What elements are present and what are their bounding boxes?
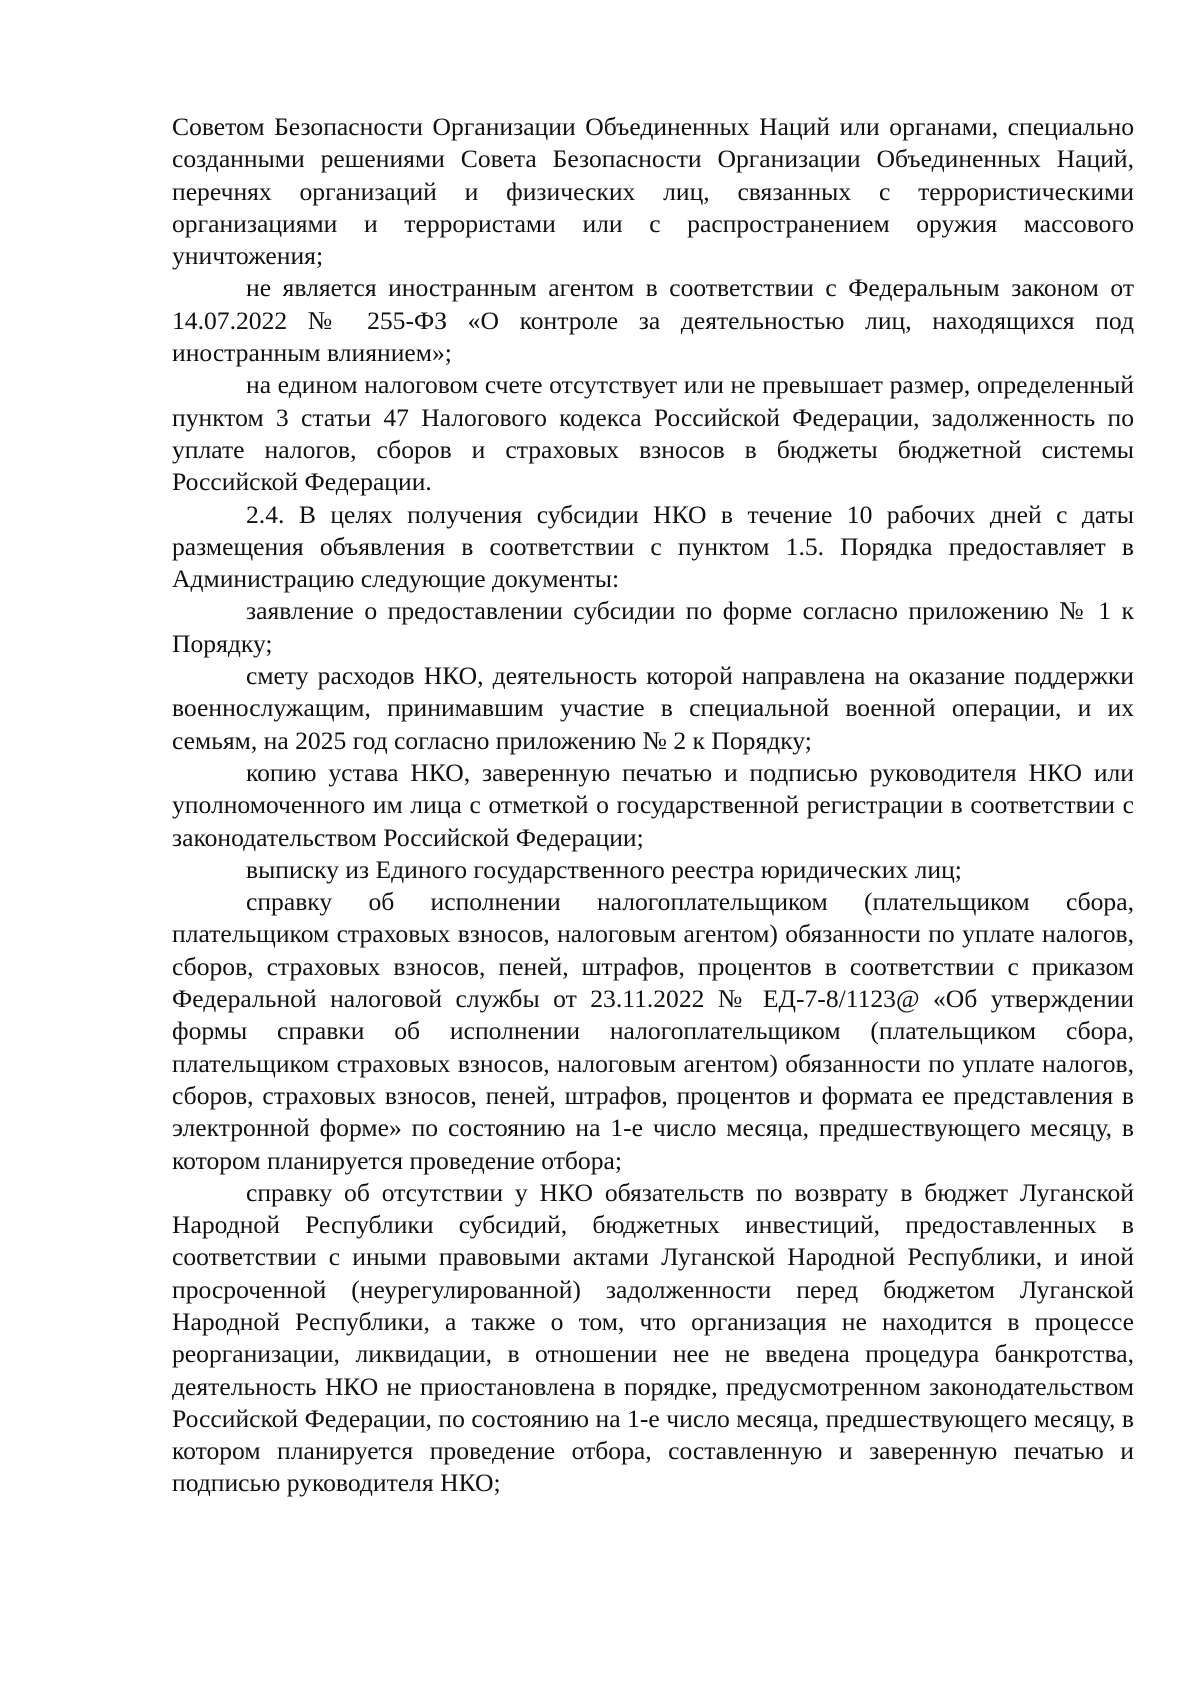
paragraph-expense-estimate: смету расходов НКО, деятельность которой направлена на оказание поддержки военнослужащим, принимавшим участие в специальной военной операции, и их семьям, на 2025 год согласно приложению № 2 к Порядку; (172, 661, 1134, 755)
paragraph-tax-debt: на едином налоговом счете отсутствует или не превышает размер, определенный пунктом 3 статьи 47 Налогового кодекса Российской Федерации, задолженность по уплате налогов, сборов и страховых взносов в бюджеты бюджетной системы Российской Федерации. (172, 370, 1134, 497)
paragraph-continuation-un-security-council: Советом Безопасности Организации Объединенных Наций или органами, специально созданными решениями Совета Безопасности Организации Объединенных Наций, перечнях организаций и физических лиц, связанных с террористическими организациями и террористами или с распространением оружия массового уничтожения; (172, 112, 1134, 271)
paragraph-no-obligations-certificate: справку об отсутствии у НКО обязательств по возврату в бюджет Луганской Народной Республики субсидий, бюджетных инвестиций, предоставленных в соответствии с иными правовыми актами Луганской Народной Республики, и иной просроченной (неурегулированной) задолженности перед бюджетом Луганской Народной Республики, а также о том, что организация не находится в процессе реорганизации, ликвидации, в отношении нее не введена процедура банкротства, деятельность НКО не приостановлена в порядке, предусмотренном законодательством Российской Федерации, по состоянию на 1-е число месяца, предшествующего месяцу, в котором планируется проведение отбора, составленную и заверенную печатью и подписью руководителя НКО; (172, 1177, 1134, 1498)
paragraph-not-foreign-agent: не является иностранным агентом в соответствии с Федеральным законом от 14.07.2022 № 255-ФЗ «О контроле за деятельностью лиц, находящихся под иностранным влиянием»; (172, 273, 1134, 368)
paragraph-charter-copy: копию устава НКО, заверенную печатью и подписью руководителя НКО или уполномоченного им лица с отметкой о государственной регистрации в соответствии с законодательством Российской Федерации; (172, 757, 1134, 852)
paragraph-clause-2-4: 2.4. В целях получения субсидии НКО в течение 10 рабочих дней с даты размещения объявления в соответствии с пунктом 1.5. Порядка предоставляет в Администрацию следующие документы: (172, 499, 1134, 594)
document-body (172, 111, 1134, 1500)
paragraph-application-form: заявление о предоставлении субсидии по форме согласно приложению № 1 к Порядку; (172, 596, 1134, 658)
paragraph-tax-certificate: справку об исполнении налогоплательщиком (плательщиком сбора, плательщиком страховых взносов, налоговым агентом) обязанности по уплате налогов, сборов, страховых взносов, пеней, штрафов, процентов в соответствии с приказом Федеральной налоговой службы от 23.11.2022 № ЕД-7-8/1123@ «Об утверждении формы справки об исполнении налогоплательщиком (плательщиком сбора, плательщиком страховых взносов, налоговым агентом) обязанности по уплате налогов, сборов, страховых взносов, пеней, штрафов, процентов и формата ее представления в электронной форме» по состоянию на 1-е число месяца, предшествующего месяцу, в котором планируется проведение отбора; (172, 887, 1134, 1175)
paragraph-egrul-extract: выписку из Единого государственного реестра юридических лиц; (246, 854, 962, 884)
